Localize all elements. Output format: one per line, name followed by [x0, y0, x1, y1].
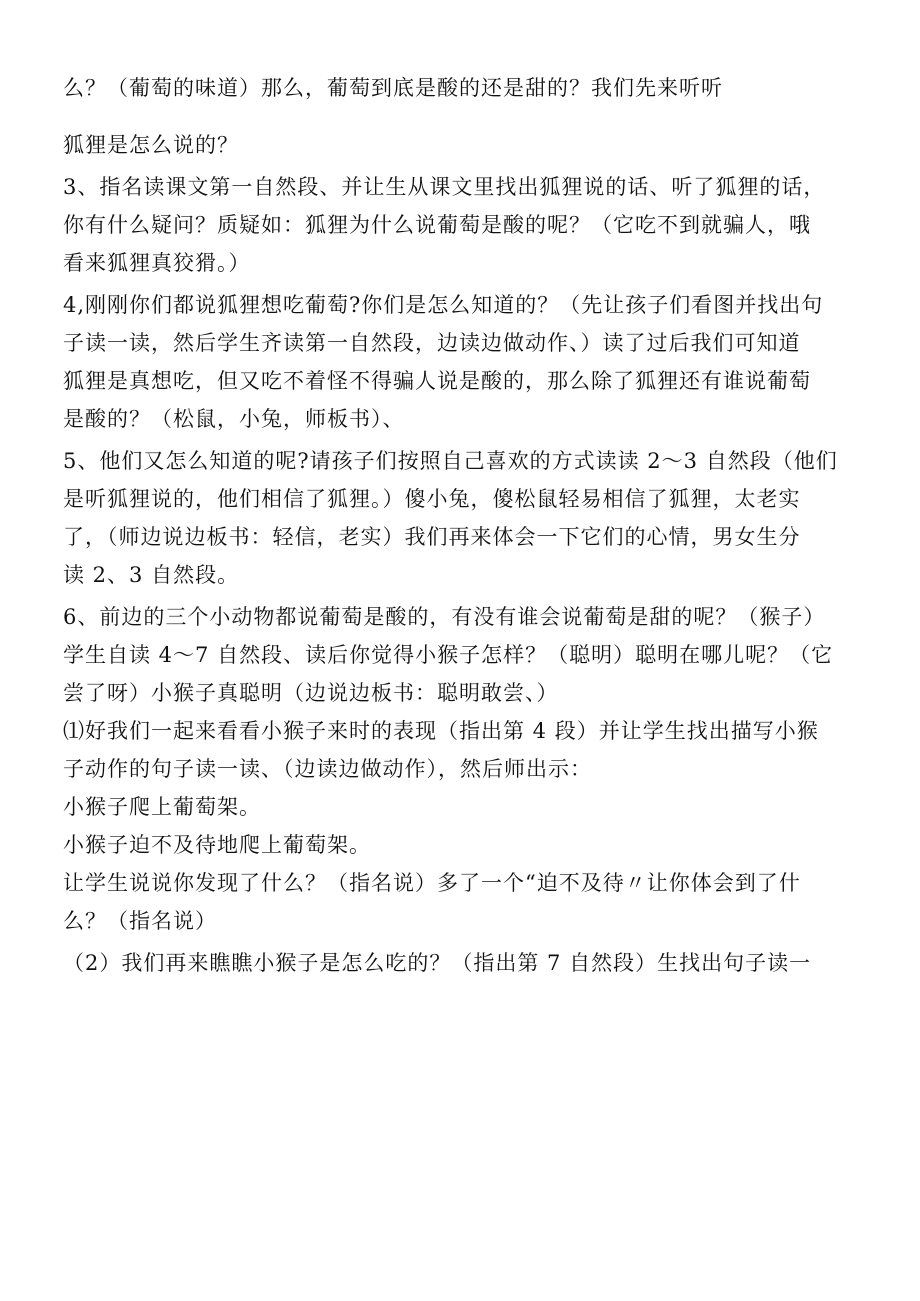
text-line: 5、他们又怎么知道的呢?请孩子们按照自己喜欢的方式读读 2～3 自然段（他们: [63, 449, 838, 473]
text-line: 6、前边的三个小动物都说葡萄是酸的，有没有谁会说葡萄是甜的呢？（猴子）: [63, 605, 826, 629]
text-line: 是听狐狸说的，他们相信了狐狸。）傻小兔，傻松鼠轻易相信了狐狸，太老实: [63, 487, 801, 511]
text-line: 么？（葡萄的味道）那么，葡萄到底是酸的还是甜的？我们先来听听: [63, 76, 723, 100]
text-line: 4,刚刚你们都说狐狸想吃葡萄?你们是怎么知道的？（先让孩子们看图并找出句: [63, 293, 824, 317]
text-line: 尝了呀）小猴子真聪明（边说边板书：聪明敢尝、）: [63, 681, 559, 705]
text-line: 子读一读，然后学生齐读第一自然段，边读边做动作、）读了过后我们可知道: [63, 331, 801, 355]
text-line: 么？（指名说）: [63, 909, 217, 933]
text-line: 小猴子迫不及待地爬上葡萄架。: [63, 833, 371, 857]
text-line: 了，（师边说边板书：轻信，老实）我们再来体会一下它们的心情，男女生分: [63, 525, 801, 549]
text-line: 让学生说说你发现了什么？（指名说）多了一个“迫不及待〃让你体会到了什: [63, 871, 801, 895]
text-line: 狐狸是怎么说的？: [63, 133, 239, 157]
text-line: ⑴好我们一起来看看小猴子来时的表现（指出第 4 段）并让学生找出描写小猴: [63, 719, 819, 743]
text-line: 学生自读 4～7 自然段、读后你觉得小猴子怎样？（聪明）聪明在哪儿呢？（它: [63, 643, 834, 667]
text-line: 读 2、3 自然段。: [63, 563, 240, 587]
document-body: [63, 70, 863, 981]
text-line: 子动作的句子读一读、（边读边做动作），然后师出示：: [63, 757, 592, 781]
text-line: 你有什么疑问？质疑如：狐狸为什么说葡萄是酸的呢？（它吃不到就骗人，哦: [63, 213, 811, 237]
text-line: 小猴子爬上葡萄架。: [63, 795, 261, 819]
text-line: 狐狸是真想吃，但又吃不着怪不得骗人说是酸的，那么除了狐狸还有谁说葡萄: [63, 369, 811, 393]
text-line: （2）我们再来瞧瞧小猴子是怎么吃的？（指出第 7 自然段）生找出句子读一: [63, 951, 812, 975]
text-line: 3、指名读课文第一自然段、并让生从课文里找出狐狸说的话、听了狐狸的话，: [63, 175, 826, 199]
text-line: 是酸的？（松鼠，小兔，师板书）、: [63, 407, 405, 431]
text-line: 看来狐狸真狡猾。）: [63, 251, 251, 275]
